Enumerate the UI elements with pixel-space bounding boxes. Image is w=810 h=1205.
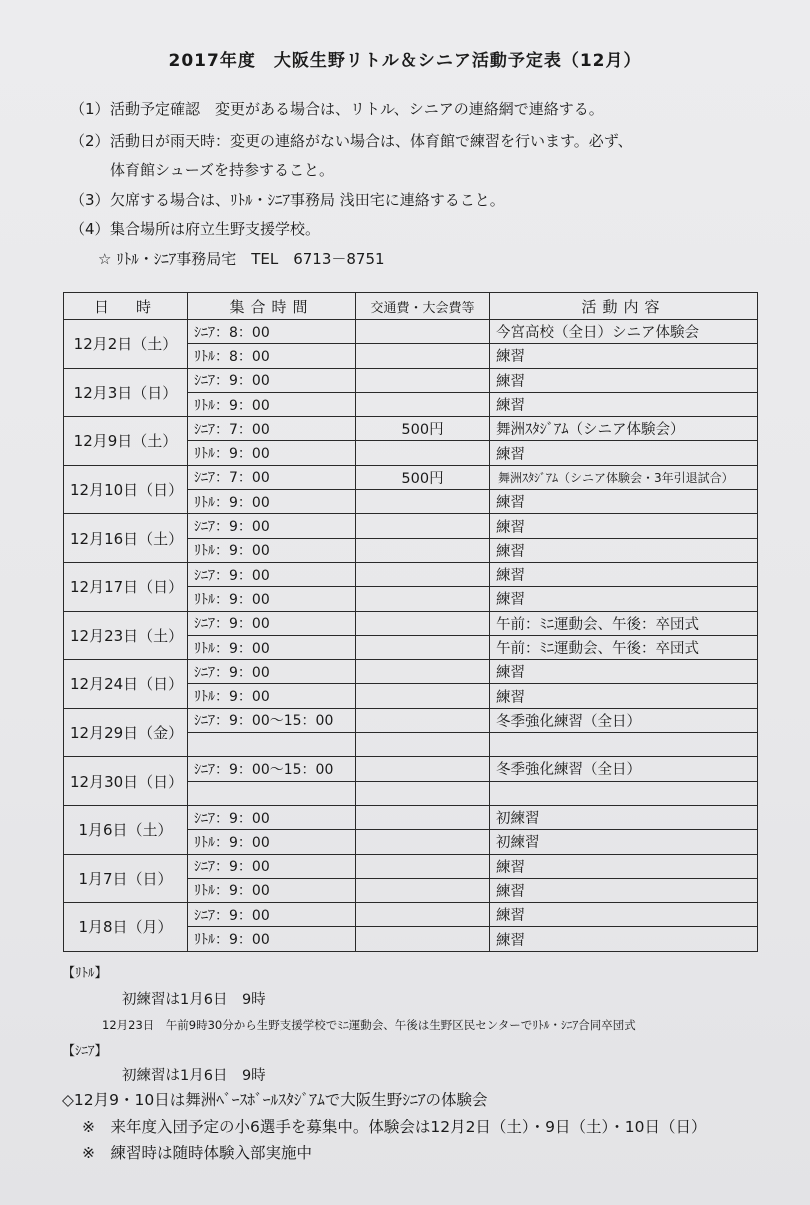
- time-cell: ｼﾆｱ：9：00: [188, 805, 356, 829]
- date-cell: 12月2日（土）: [64, 320, 188, 369]
- senior-section-header: 【ｼﾆｱ】: [62, 1044, 108, 1059]
- date-cell: 12月24日（日）: [64, 660, 188, 709]
- activity-cell: 舞洲ｽﾀｼﾞｱﾑ（シニア体験会）: [490, 417, 758, 441]
- time-cell: ｼﾆｱ：7：00: [188, 465, 356, 489]
- time-cell: ｼﾆｱ：9：00: [188, 368, 356, 392]
- note-text: 集合場所は府立生野支援学校。: [110, 220, 321, 238]
- senior-first-practice: 初練習は1月6日 9時: [122, 1068, 266, 1084]
- activity-cell: 練習: [490, 490, 758, 514]
- time-cell: ﾘﾄﾙ：9：00: [188, 392, 356, 416]
- time-cell: ﾘﾄﾙ：9：00: [188, 635, 356, 659]
- date-cell: 1月8日（月）: [64, 903, 188, 952]
- little-first-practice: 初練習は1月6日 9時: [122, 992, 266, 1008]
- table-row: [64, 708, 758, 732]
- fee-cell: [356, 903, 490, 927]
- table-row: [64, 805, 758, 829]
- time-cell: ｼﾆｱ：9：00: [188, 660, 356, 684]
- header-date: 日 時: [64, 293, 188, 320]
- note-2-continued: [70, 159, 334, 180]
- fee-cell: [356, 538, 490, 562]
- activity-cell: 午前：ﾐﾆ運動会、午後：卒団式: [490, 635, 758, 659]
- time-cell: ﾘﾄﾙ：9：00: [188, 441, 356, 465]
- schedule-table: [63, 292, 758, 952]
- fee-cell: [356, 757, 490, 781]
- note-text: 活動日が雨天時：変更の連絡がない場合は、体育館で練習を行います。必ず、: [110, 132, 633, 150]
- time-cell: ｼﾆｱ：9：00: [188, 903, 356, 927]
- activity-cell: 冬季強化練習（全日）: [490, 757, 758, 781]
- activity-cell: 練習: [490, 660, 758, 684]
- trial-join-note: ※ 練習時は随時体験入部実施中: [82, 1144, 312, 1162]
- fee-cell: [356, 368, 490, 392]
- table-row: [64, 417, 758, 441]
- fee-cell: [356, 587, 490, 611]
- note-4: [70, 218, 320, 239]
- table-row: [64, 611, 758, 635]
- fee-cell: 500円: [356, 465, 490, 489]
- time-cell: ｼﾆｱ：9：00: [188, 854, 356, 878]
- office-phone: [98, 248, 385, 269]
- fee-cell: [356, 708, 490, 732]
- fee-cell: [356, 878, 490, 902]
- activity-cell: 練習: [490, 587, 758, 611]
- fee-cell: 500円: [356, 417, 490, 441]
- table-row: [64, 465, 758, 489]
- time-cell: [188, 733, 356, 757]
- activity-cell: 練習: [490, 344, 758, 368]
- date-cell: 1月6日（土）: [64, 805, 188, 854]
- fee-cell: [356, 733, 490, 757]
- date-cell: 12月3日（日）: [64, 368, 188, 417]
- time-cell: ｼﾆｱ：9：00～15：00: [188, 708, 356, 732]
- time-cell: ﾘﾄﾙ：9：00: [188, 927, 356, 951]
- activity-cell: 初練習: [490, 830, 758, 854]
- little-section-header: 【ﾘﾄﾙ】: [62, 966, 108, 981]
- note-3: [70, 189, 505, 210]
- time-cell: ﾘﾄﾙ：9：00: [188, 878, 356, 902]
- fee-cell: [356, 830, 490, 854]
- recruit-note: ※ 来年度入団予定の小6選手を募集中。体験会は12月2日（土）・9日（土）・10日（日）: [82, 1118, 707, 1136]
- time-cell: ﾘﾄﾙ：8：00: [188, 344, 356, 368]
- header-meeting-time: 集合時間: [188, 293, 356, 320]
- activity-cell: 練習: [490, 562, 758, 586]
- time-cell: ｼﾆｱ：9：00～15：00: [188, 757, 356, 781]
- activity-cell: 練習: [490, 854, 758, 878]
- time-cell: [188, 781, 356, 805]
- note-2: [70, 130, 633, 151]
- table-row: [64, 562, 758, 586]
- note-number: （4）: [70, 220, 110, 238]
- note-number: （2）: [70, 132, 110, 150]
- table-header-row: [64, 293, 758, 320]
- time-cell: ｼﾆｱ：8：00: [188, 320, 356, 344]
- fee-cell: [356, 635, 490, 659]
- table-row: [64, 660, 758, 684]
- activity-cell: 午前：ﾐﾆ運動会、午後：卒団式: [490, 611, 758, 635]
- office-phone-text: ☆ ﾘﾄﾙ・ｼﾆｱ事務局宅 TEL 6713－8751: [98, 250, 385, 268]
- trial-event-note: ◇12月9・10日は舞洲ﾍﾞｰｽﾎﾞｰﾙｽﾀｼﾞｱﾑで大阪生野ｼﾆｱの体験会: [62, 1091, 488, 1109]
- fee-cell: [356, 344, 490, 368]
- activity-cell: 練習: [490, 392, 758, 416]
- activity-cell: 練習: [490, 878, 758, 902]
- activity-cell: 練習: [490, 514, 758, 538]
- activity-cell: 舞洲ｽﾀｼﾞｱﾑ（シニア体験会・3年引退試合）: [490, 465, 758, 489]
- fee-cell: [356, 781, 490, 805]
- fee-cell: [356, 514, 490, 538]
- activity-cell: 練習: [490, 441, 758, 465]
- date-cell: 1月7日（日）: [64, 854, 188, 903]
- activity-cell: 練習: [490, 684, 758, 708]
- time-cell: ﾘﾄﾙ：9：00: [188, 587, 356, 611]
- time-cell: ｼﾆｱ：9：00: [188, 562, 356, 586]
- time-cell: ﾘﾄﾙ：9：00: [188, 490, 356, 514]
- date-cell: 12月16日（土）: [64, 514, 188, 563]
- time-cell: ｼﾆｱ：7：00: [188, 417, 356, 441]
- activity-cell: 冬季強化練習（全日）: [490, 708, 758, 732]
- fee-cell: [356, 805, 490, 829]
- time-cell: ｼﾆｱ：9：00: [188, 611, 356, 635]
- note-number: （3）: [70, 191, 110, 209]
- fee-cell: [356, 854, 490, 878]
- activity-cell: 初練習: [490, 805, 758, 829]
- note-text: 欠席する場合は、ﾘﾄﾙ・ｼﾆｱ事務局 浅田宅に連絡すること。: [110, 191, 505, 209]
- date-cell: 12月30日（日）: [64, 757, 188, 806]
- activity-cell: [490, 733, 758, 757]
- fee-cell: [356, 611, 490, 635]
- document-title: 2017年度 大阪生野リトル＆シニア活動予定表（12月）: [168, 51, 642, 71]
- note-number: （1）: [70, 100, 110, 118]
- header-fees: 交通費・大会費等: [356, 293, 490, 320]
- activity-cell: 練習: [490, 368, 758, 392]
- fee-cell: [356, 562, 490, 586]
- time-cell: ﾘﾄﾙ：9：00: [188, 830, 356, 854]
- table-row: [64, 757, 758, 781]
- table-row: [64, 320, 758, 344]
- activity-cell: 練習: [490, 903, 758, 927]
- fee-cell: [356, 490, 490, 514]
- note-1: [70, 98, 604, 119]
- note-text: 活動予定確認 変更がある場合は、リトル、シニアの連絡網で連絡する。: [110, 100, 604, 118]
- header-activity: 活動内容: [490, 293, 758, 320]
- date-cell: 12月9日（土）: [64, 417, 188, 466]
- activity-cell: 練習: [490, 927, 758, 951]
- fee-cell: [356, 441, 490, 465]
- date-cell: 12月29日（金）: [64, 708, 188, 757]
- date-cell: 12月17日（日）: [64, 562, 188, 611]
- activity-cell: 今宮高校（全日）シニア体験会: [490, 320, 758, 344]
- little-event-note: 12月23日 午前9時30分から生野支援学校でﾐﾆ運動会、午後は生野区民センターでﾘﾄﾙ・ｼﾆｱ合同卒団式: [102, 1018, 636, 1032]
- table-row: [64, 368, 758, 392]
- table-row: [64, 903, 758, 927]
- date-cell: 12月10日（日）: [64, 465, 188, 514]
- time-cell: ﾘﾄﾙ：9：00: [188, 538, 356, 562]
- activity-cell: 練習: [490, 538, 758, 562]
- note-text: 体育館シューズを持参すること。: [110, 161, 334, 179]
- time-cell: ﾘﾄﾙ：9：00: [188, 684, 356, 708]
- date-cell: 12月23日（土）: [64, 611, 188, 660]
- fee-cell: [356, 927, 490, 951]
- activity-cell: [490, 781, 758, 805]
- table-row: [64, 514, 758, 538]
- table-row: [64, 854, 758, 878]
- fee-cell: [356, 684, 490, 708]
- fee-cell: [356, 392, 490, 416]
- time-cell: ｼﾆｱ：9：00: [188, 514, 356, 538]
- fee-cell: [356, 320, 490, 344]
- fee-cell: [356, 660, 490, 684]
